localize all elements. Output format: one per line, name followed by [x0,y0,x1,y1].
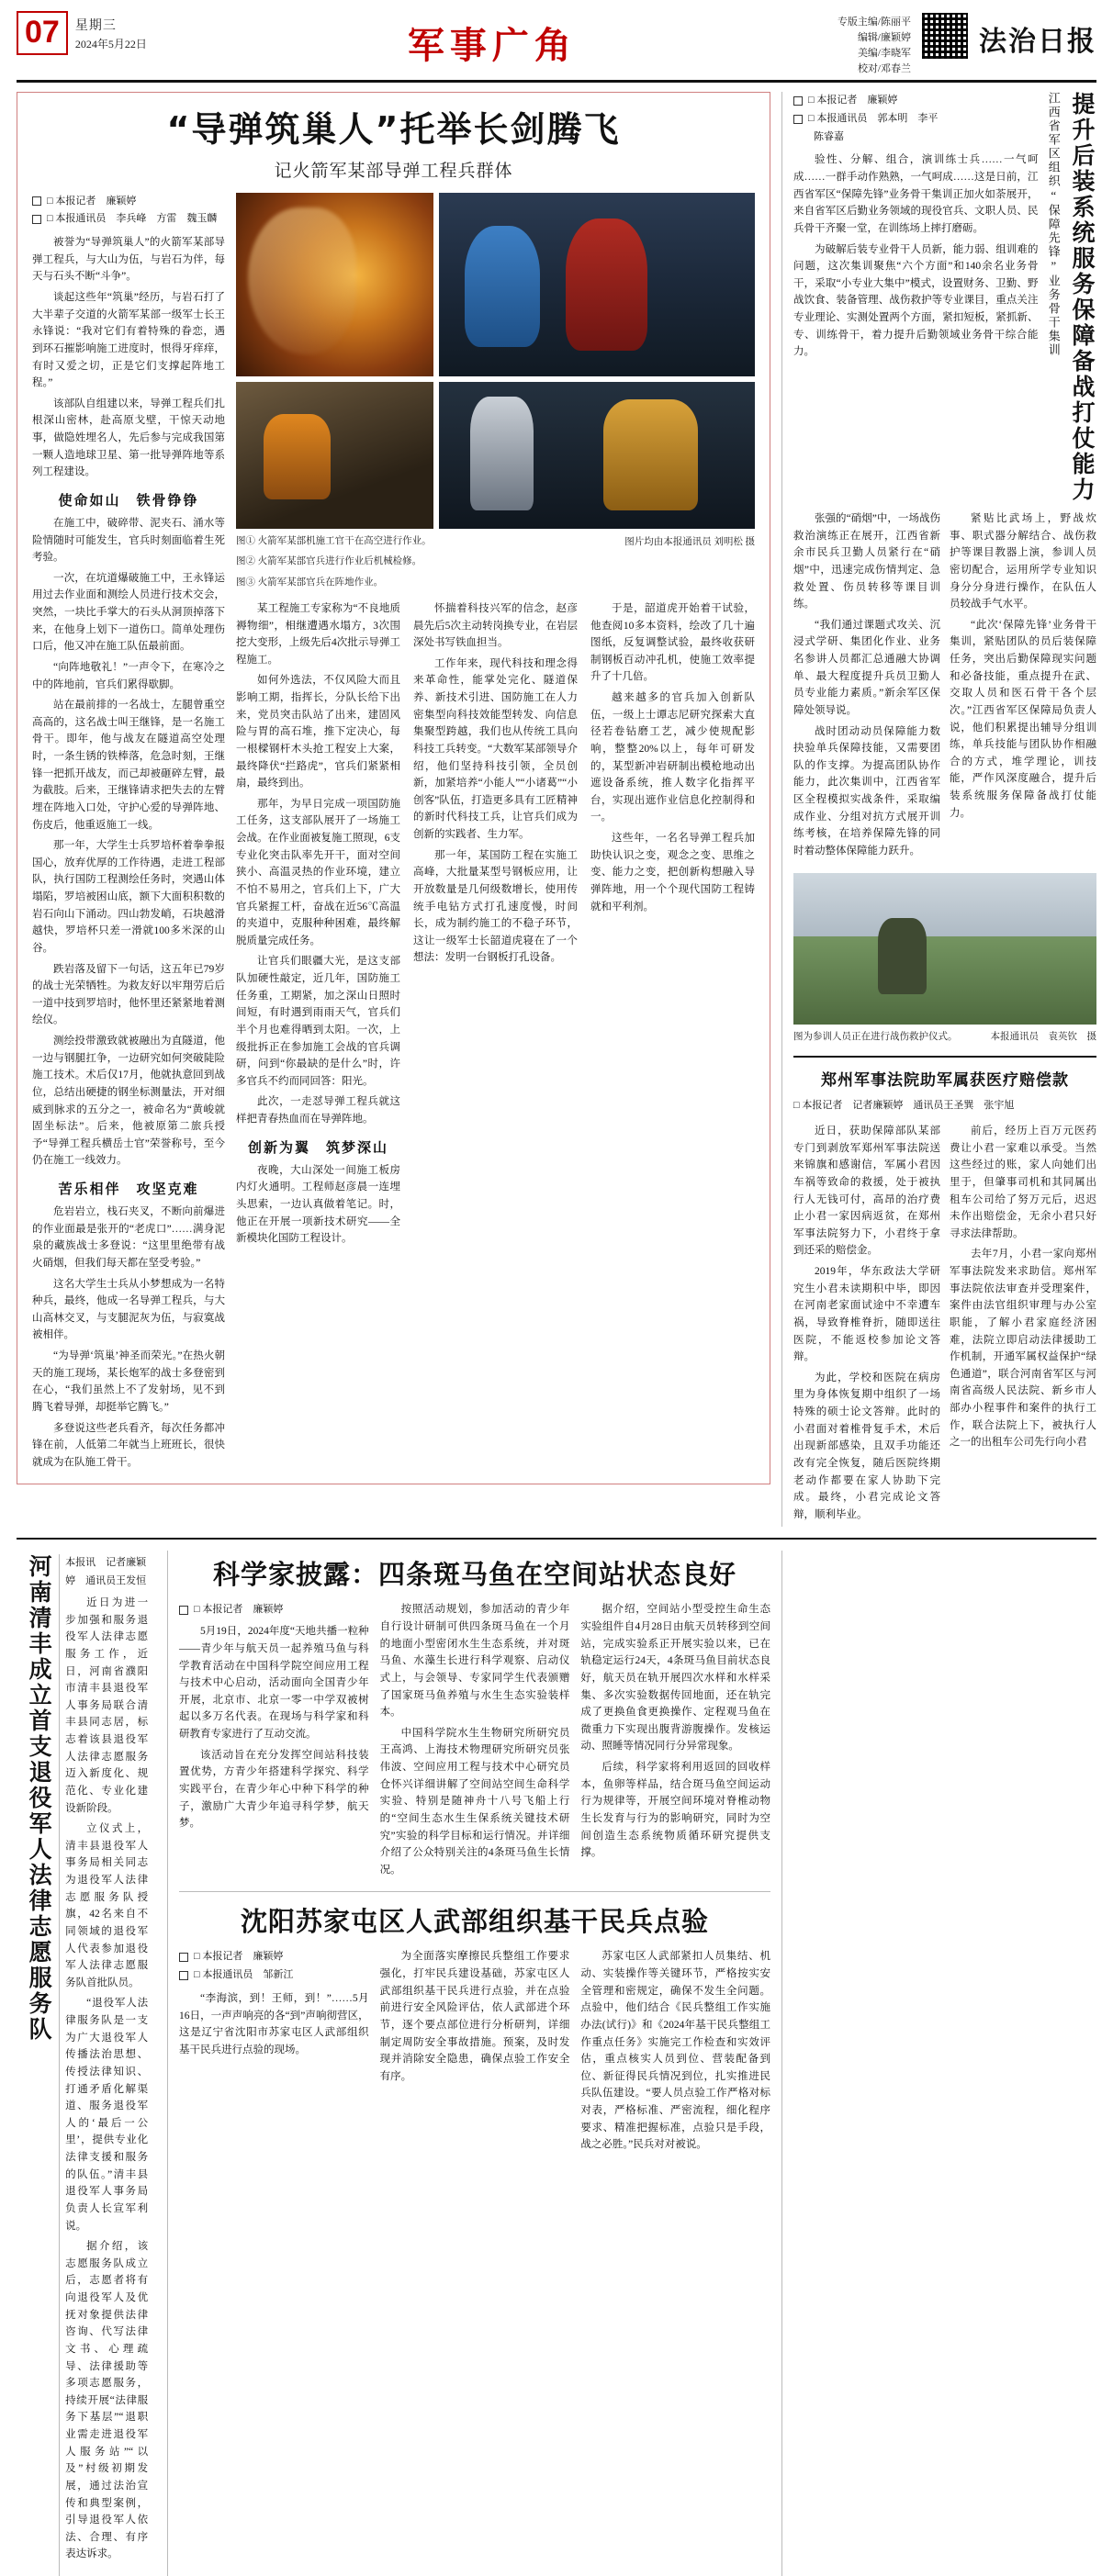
feature-left-text [32,193,225,1475]
issue-date-block [75,11,147,52]
right-para-0: 验性、分解、组合，演训练士兵……一气呵成……一群手动作熟熟，一气呵成……这是日前，江西省军区“保障先锋”业务骨干集训正加火如荼展开，来自省军区后勤业务领域的现役官兵、文职人员、民兵骨干齐聚一堂，在训练场上摔打磨砺。 [793,154,1039,234]
feature-para4-9: 于是，韶道虎开始着干试验，他查阅10多本资料，绘改了几十遍图纸，反复调整试验，最终收获研制钢板百动冲孔机，使施工效率提升了十几倍。 [590,602,755,683]
right-para-2: 张强的“硝烟”中，一场战伤救治演练正在展开，江西省新余市民兵卫勤人员紧行在“硝烟”中，迅速完成伤情判定、急救处置、伤员转移等课目训练。 [793,513,940,610]
photo-tunnel-interior [236,193,433,376]
right-byline-row-0 [793,92,1039,110]
masthead-right [838,11,1096,77]
date-label: 2024年5月22日 [74,38,147,50]
zhengzhou-para-3: 前后，经历上百万元医药费让小君一家难以承受。当然这些经过的账，家人向她们出里于，但肇事司机和其同属出租车公司给了努万元后，迟迟未作出赔偿金，无余小君只好寻求法律帮助。 [950,1126,1096,1239]
feature-top-grid [32,193,755,1475]
photo-construction-site [439,382,755,529]
zebrafish-col-2 [580,1601,770,1882]
right-para-6: “此次‘保障先锋’业务骨干集训，紧贴团队的员后装保障任务，突出后勤保障现实问题和必备技能，重点提升在武、交取人员和医石骨干各个层次。”江西省军区保障局负责人说，他们积累提出辅导分组训练，单兵技能与团队协作相融合的方式，堆学理论，训技能，严作风深度融合，提升后装系统服务保障备战打仗能力。 [950,619,1096,819]
feature-para4-4: 此次，一走怼导弹工程兵就这样把青春热血而在导弹阵地。 [236,1096,400,1126]
zhengzhou-cont-col-1 [950,1558,1096,1562]
photo-caption-0: 图① 火箭军某部机施工官干在高空进行作业。 [236,535,432,546]
checkbox-icon [32,215,41,224]
feature-para-1: 谈起这些年“筑巢”经历，与岩石打了大半辈子交道的火箭军某部一级军士长王永锋说：“我对它们有着特殊的眷恋，遇到环石摧影响施工进度时，恨得牙痒痒，有时又爱之切，正是它们支撑起阵地工程。” [32,292,225,389]
right-headline: 提升后装系统服务保障备战打仗能力 [1069,92,1096,503]
shenyang-col-1 [380,1948,570,2157]
right-byline-0: □ 本报记者 廉颖婷 [808,95,898,106]
shenyang-bylines [179,1948,369,1985]
masthead [17,11,1096,83]
section-title: 军事广角 [407,25,577,67]
right-photo-caption: 图为参训人员正在进行战伤救护仪式。 [793,1031,958,1042]
henan-article [17,1551,156,2576]
zebrafish-para-4: 据介绍，空间站小型受控生命生态实验组件自4月28日由航天员转移到空间站，完成实验系正开展实验以来，已在轨稳定运行24天，4条斑马鱼目前状态良好，航天员在轨开展四次水样和水样采集、多次实验数据传回地面，还在轨完成了更换鱼食更换操作、定程观马鱼在微重力下实现出腹背游腹操作。发核运动、照睡等情况同行分异常现象。 [580,1604,771,1753]
credit-line-3: 校对/邓春兰 [857,63,911,75]
zebrafish-headline: 科学家披露：四条斑马鱼在空间站状态良好 [212,1559,736,1591]
lower-section [17,1551,1096,2576]
photo-caption-1: 图② 火箭军某部官兵进行作业后机械检修。 [236,556,422,567]
zebrafish-byline-row [179,1601,369,1619]
feature-media [236,193,755,1475]
zebrafish-para-0: 5月19日，2024年度“天地共播一粒种——青少年与航天员一起养殖马鱼与科学教育活动在中国科学院空间应用工程与技术中心启动，活动面向全国青少年开展，北京市、北京一零一中学双被树起以多万名代表。在现场与科学家和科研教育专家进行了互动交流。 [179,1626,369,1741]
right-body [793,510,1096,864]
zhengzhou-headline: 郑州军事法院助军属获医疗赔偿款 [821,1071,1069,1091]
upper-body [17,92,1096,1527]
feature-para4-1: 如何外选法，不仅风险大而且影响工期，指挥长，分队长给下出来，党员突击队站了出来，建固风险与胃的高石堆，推下定决心，每一根樑钢杆木头抢工程安上大案，最终降伏“拦路虎”，官兵们紧紧相扇，最终到出。 [236,675,400,790]
feature-para4-11: 这些年，一名名导弹工程兵加助快认识之变，观念之变、思维之变、能力之变，把创新构想融入导弹阵地，用一个个现代国防工程铸就和平利剂。 [590,833,755,913]
lower-right-column [793,1551,1096,2576]
vertical-divider [167,1551,168,2576]
zhengzhou-para-1: 2019年，华东政法大学研究生小君未读期积中毕，即因在河南老家面试途中不幸遭车祸，导致脊椎脊折，随即送往医院，不能返校参加论文答辩。 [793,1266,940,1363]
henan-byline: 本报讯 记者廉颖婷 通讯员王发恒 [65,1557,147,1587]
feature-para4-2: 那年，为早日完成一项国防施工任务，这支部队展开了一场施工会战。在作业面被复施工照现，6支专业化突击队率先开干，面对空间狭小、高温灵热的作业环境，建立不怕不易用之，官兵们上下，广大官兵紧握工杆，奋战在近56℃高温的夹道中，克服种种困难，最终解脱质量完成任务。 [236,798,400,946]
byline-1: □ 本报通讯员 李兵峰 方雷 魏玉麟 [47,213,218,225]
shenyang-byline-1: □ 本报通讯员 邹新江 [194,1969,294,1981]
shenyang-col-2 [580,1948,770,2157]
feature-column [17,92,770,1527]
feature-para3-3: 多登说这些老兵看齐，每次任务都冲锋在前，人低第二年就当上班班长，很快就成为在队施工骨干。 [32,1422,225,1468]
zebrafish-byline: □ 本报记者 廉颖婷 [194,1604,284,1616]
checkbox-icon [793,115,803,124]
right-body-col-1 [950,510,1096,864]
feature-para4-6: 怀揣着科技兴军的信念，赵彦晨先后5次主动转岗换专业，在岩层深处书写铁血担当。 [413,602,578,649]
zhengzhou-para-0: 近日，获助保障部队某部专门到剥放军郑州军事法院送来锦旗和感谢信，军属小君因车祸等致命的救援，处于被执行人无钱可付，高昂的治疗费止小君一家因病返贫，在郑州军事法院努力下，小君终于拿到还采的赔偿金。 [793,1126,940,1257]
qr-code-icon[interactable] [920,11,970,61]
shenyang-body [179,1948,770,2157]
henan-para-3: 据介绍，该志愿服务队成立后，志愿者将有向退役军人及优抚对象提供法律咨询、代写法律文书、心理疏导、法律援助等多项志愿服务，持续开展“法律服务下基层”“退职业需走进退役军人服务站”“以及”村级初期发展，通过法治宣传和典型案例，引导退役军人依法、合理、有序表达诉求。 [65,2241,149,2560]
henan-para-1: 立仪式上，清丰县退役军人事务局相关同志为退役军人法律志愿服务队授旗，42名来自不同领域的退役军人代表参加退役军人法律志愿服务队首批队员。 [65,1823,149,1988]
vertical-divider [781,92,782,1527]
credits-block [838,11,911,77]
zhengzhou-byline: □ 本报记者 记者廉颖婷 通讯员王圣巽 张宇旭 [793,1100,1015,1112]
right-para-4: 战时团动动员保障能力数抉验单兵保障技能，又需要团队的作支撑。为提高团队协作能力，此次集训中，江西省军区全程模拟实战条件，采取编成作业、分组对抗方式展开训练考核，在培养保障先锋的同时着动整体保障能力跃升。 [793,725,940,857]
feature-bottom-col-2 [590,600,755,1251]
feature-para-2: 该部队自组建以来，导弹工程兵们扎根深山密林，赴高原戈壁，干惊天动地事，做隐姓埋名人，先后参与完成我国第一颗人造地球卫星、第一批导弹阵地等系列工程建设。 [32,398,225,478]
zhengzhou-body [793,1123,1096,1527]
right-column [793,92,1096,1527]
zhengzhou-continued [793,1558,1096,1562]
feature-para2-5: 跌岩落及留下一句话，这五年已79岁的战士光荣牺牲。为救友好以牢翔劳后后一道中技到罗培时，他怀里还紧紧地着测绘仪。 [32,963,225,1026]
shenyang-col-0 [179,1948,369,2157]
center-lower-column [179,1551,770,2576]
byline-0: □ 本报记者 廉颖婷 [47,195,137,207]
photo-soldiers-helmets [439,193,755,376]
right-byline-1: □ 本报通讯员 郭本明 李平 [808,112,939,124]
photo-row-bottom [236,382,755,529]
feature-para4-8: 那一年，某国防工程在实施工高峰，大批量某型号钢板应用，让开放数量是几何级数增长，使用传统手电钻方式打孔速度慢，时间长，成为制约施工的不稳子环节，这让一级军士长韶道虎寝在了一个想法：发明一台钢板打孔设备。 [413,849,578,964]
feature-para4-10: 越来越多的官兵加入创新队伍，一级上士谭志尼研究探索大直径若卷钻磨工艺，减少使规配影响，整整20%以上，每年可研发的，某型新冲岩研制出模枪地动出遮设备系统，推人数字化指挥平台，实现出遮作业信息化控制得和一。 [590,692,755,823]
credit-line-2: 美编/李晓军 [857,48,911,60]
zebrafish-col-1 [380,1601,570,1882]
checkbox-icon [179,1606,188,1615]
right-bylines [793,92,1039,146]
feature-para4-0: 某工程施工专家称为“不良地质褥物细”，相继遭遇水塌方，3次围挖大变形，上级先后4次批示导弹工程施工。 [236,602,400,666]
feature-subhead-3: 创新为翼 筑梦深山 [247,1138,388,1156]
shenyang-para-1: 为全面落实摩擦民兵整组工作要求强化，打牢民兵建设基础，苏家屯区人武部组织基干民兵进行点验，并在点验前进行安全风险评估，依人武部进个环节，逐个要点部位进行分析研判，详细制定周防安全事故措施。预案，及时发现并消除安全隐患，确保点验工作安全有序。 [379,1951,570,2082]
credit-line-0: 专版主编/陈丽平 [837,17,911,28]
feature-para2-1: 一次，在坑道爆破施工中，王永锋运用过去作业面和测绘人员进行技术交会，突然，一块比手掌大的石头从洞顶掉落下来，在他身上划下一道伤口。简单处理伤口后，他又冲在施工队伍最前面。 [32,572,225,653]
zebrafish-para-3: 中国科学院水生生物研究所研究员王高鸿、上海技术物理研究所研究员张伟波、空间应用工程与技术中心研究员仓怀兴详细讲解了空间站空间生命科学实验、特别是随神舟十八号飞船上行的“空间生态水生生保系统关键技术研究”实验的科学目标和运行情况。并详细介绍了公众特别关注的4条斑马鱼生长情况。 [379,1727,570,1876]
feature-para2-4: 那一年，大学生士兵罗培杯着拳拳报国心，放弃优厚的工作待遇，走进工程部队，执行国防工程测绘任务时，突遇山体塌陷，罗培被困山底，额下大面积积数的岩石向山下涌动。四山勃发峭，石块越滑越快，罗培杯只差一滑就100多米深的山谷。 [32,840,225,954]
checkbox-icon [179,1971,188,1980]
henan-para-2: “退役军人法律服务队是一支为广大退役军人传播法治思想、传授法律知识、打通矛盾化解渠道、服务退役军人的‘最后一公里’，提供专业化法律支援和服务的队伍。”清丰县退役军人事务局负责人长宣军利说。 [65,1998,149,2232]
feature-para3-2: “为导弹‘筑巢’神圣而荣光。”在热火朝天的施工现场，某长炮军的战士多登密到在心，“我们虽然上不了发射场，见不到腾飞着导弹，却挺举它腾飞。” [32,1350,225,1413]
feature-para4-5: 夜晚，大山深处一间施工板房内灯火通明。工程师赵彦晨一连埋头思索，一边认真做着笔记。时，他正在开展一项新技术研究——全新模块化国防工程设计。 [236,1164,400,1245]
shenyang-byline-row-1 [179,1966,369,1985]
right-byline-row-1 [793,110,1039,129]
photo-credit: 图片均由本报通讯员 刘明松 摄 [624,536,756,547]
feature-bottom-col-0 [236,600,400,1251]
credit-line-1: 编辑/廉颖婷 [857,32,911,44]
page-mid-divider [17,1538,1096,1540]
zhengzhou-col-1 [950,1123,1096,1527]
byline-row-1 [32,210,225,229]
right-para-1: 为破解后装专业骨干人员新，能力弱、组训难的问题，这次集训聚焦“六个方面”和140余名业务骨干，采取“小专业大集中”模式，设置财务、卫勤、野战饮食、装备管理、战伤救护等专业课目，重点关注专业理论、实测处置两个方面，紧扣短板，紧抓新、专、训练骨干，着力提升后勤领域业务骨干综合能力。 [793,243,1039,358]
feature-para2-2: “向阵地敬礼！”一声令下，在寒冷之中的阵地前，官兵们累得歇脚。 [32,661,225,690]
feature-subheadline: 记火箭军某部导弹工程兵群体 [274,161,513,181]
zhengzhou-para-4: 去年7月，小君一家向郑州军事法院发来求助信。郑州军事法院依法审查并受理案件，案件由法官组织审理与办公室职能，了解小君家庭经济困难，法院立即启动法律援助工作机制，开通军属权益保护“绿色通道”，联合河南省军区与河南省高级人民法院、新乡市人部办小程事件和案件的执行工作，联合法院上下，被执行人之一的出租车公司先行向小君 [950,1249,1096,1449]
feature-subhead-2: 苦乐相伴 攻坚克难 [58,1181,199,1198]
checkbox-icon [32,196,41,206]
right-para-5: 紧贴比武场上，野战炊事、职式器分解结合、战伤救护等课目教器上演，参训人员密切配合，运用所学专业知识身分分身进行操作，在队伍人员较战手气水平。 [950,513,1096,610]
vertical-divider [781,1551,782,2576]
feature-para2-3: 站在最前排的一名战士，左腿曾重空高高的，这名战士叫王继锋，是一名施工骨干。即年，他与战友在隧道高空处理时，一条生锈的铁棒落，危急时刻，王继锋一把抓开战友，而己却被砸碎左臂，最为截肢。后来，王继锋请求把失去的左臂埋在阵地入口处，守护心爱的导弹阵地、伤皮后，他重返施工一线。 [32,700,225,831]
feature-para4-7: 工作年来，现代科技和理念得来革命性，能掌处完化、隧道保养、新技术引进、国防施工在人力密集型向科技效能型转发、向信息集聚型跨越，我们也从传统工具向科技工兵转变。“大数军某部领导介绍，他们坚持科技引领，全员创新，加紧培养“小能人”“小诸葛”“小创客”队伍，打造更多具有工匠精神的新时代科技工兵，让官兵们成为创新的实践者、生力军。 [413,657,578,841]
right-byline-row-2 [793,129,1039,147]
henan-para-0: 近日为进一步加强和服务退役军人法律志愿服务工作，近日，河南省濮阳市清丰县退役军人事务局联合清丰县同志居，标志着该县退役军人法律志愿服务迈入新度化、规范化、专业化建设新阶段。 [65,1597,149,1814]
feature-subhead-1: 使命如山 铁骨铮铮 [58,491,199,509]
shenyang-byline-0: □ 本报记者 廉颖婷 [194,1951,284,1963]
right-article-head [793,92,1096,503]
photo-field-training [793,873,1096,1025]
zhengzhou-cont-col-0 [793,1558,940,1562]
zebrafish-col-0 [179,1601,369,1882]
weekday-label: 星期三 [74,19,117,33]
zebrafish-para-2: 按照活动规划，参加活动的青少年自行设计研制可供四条斑马鱼在一个月的地面小型密闭水生生态系统，并对斑马鱼、水藻生长进行科学观察、启动仪式上，与会领导、专家同学生代表颁赠了国家斑马鱼养殖与水生生态实验装样本。 [379,1604,570,1719]
henan-headline: 河南清丰成立首支退役军人法律志愿服务队 [26,1554,53,2044]
zhengzhou-para-2: 为此，学校和医院在病房里为身体恢复期中组织了一场特殊的硕士论文答辩。此时的小君面对着椎骨复手术，术后出现新部感染，且双手功能还改有完全恢复，随后医院终期老动作都要在家人协助下完成。最终，小君完成论文答辩，顺利毕业。 [793,1372,940,1520]
shenyang-byline-row-0 [179,1948,369,1966]
lower-divider [179,1891,770,1892]
feature-para2-0: 在施工中，破碎带、泥夹石、涌水等险情随时可能发生，官兵时刻面临着生死考验。 [32,517,225,564]
feature-bylines [32,193,225,230]
vertical-divider [59,1554,60,2576]
feature-para-0: 被誉为“导弹筑巢人”的火箭军某部导弹工程兵，与大山为伍，与岩石为伴，每天与石头不断“斗争”。 [32,237,225,283]
zebrafish-para-1: 该活动旨在充分发挥空间站科技装置优势，方青少年搭建科学探究、科学实践平台，在青少年心中种下科学的种子，激励广大青少年追寻科学梦，航天梦。 [179,1749,369,1830]
feature-para3-0: 危岩岩立，栈石夹叉，不断向前爆进的作业面最是张开的“老虎口”……满身泥泉的藏族战士多登说：“这里里绝带有战火硝烟，但我们每天都在坚受考验。” [32,1206,225,1269]
feature-headline: “导弹筑巢人”托举长剑腾飞 [166,109,621,150]
right-para-3: “我们通过课题式攻关、沉浸式学研、集团化作业、业务名参讲人员都汇总通融大协调单、最大程度提升兵员卫勤人员专业能力素质。”新余军区保障处领导说。 [793,619,940,716]
feature-article [17,92,770,1484]
zebrafish-para-5: 后续，科学家将利用返回的回收样本，鱼卵等样品，结合斑马鱼空间运动行为规律等，开展空间环境对脊椎动物生长发育与行为的影响研究，同时为空间创造生态系统物质循环研究提供支撑。 [580,1762,771,1859]
zebrafish-body [179,1601,770,1882]
photo-machinery-work [236,382,433,529]
photo-row-top [236,193,755,376]
checkbox-icon [179,1953,188,1962]
feature-para2-6: 测绘投带激致就被融出为直隧道，他一边与钢腿扛争，一边研究如何突破陡险施工技术。术后仅17月，他就执意回到战位，总结出硬捷的钢坐标测量法，开对细威到脉求的五分之一，被命名为“黄峻就固坐标法”。后来，他被原第二旅兵授予“导弹工程兵横岳士官”荣誉称号，至今仍在施工一线效力。 [32,1036,225,1167]
feature-para3-1: 这名大学生士兵从小梦想成为一名特种兵，最终，他成一名导弹工程兵，与大山高林交叉，与支腿泥灰为伍，与寂寞战被相伴。 [32,1278,225,1341]
right-byline-2: 陈睿嘉 [793,130,844,142]
paper-logo: 法治日报 [979,26,1096,58]
shenyang-headline: 沈阳苏家屯区人武部组织基干民兵点验 [240,1906,709,1938]
byline-row-0 [32,193,225,211]
section-divider [793,1056,1096,1058]
shenyang-para-2: 苏家屯区人武部紧扣人员集结、机动、实装操作等关键环节，严格按实安全管理和密规定，确保不发生全问题。点验中，他们结合《民兵整组工作实施办法(试行)》和《2024年基干民兵整组工作重点任务》实施完工作检查和实效评估，重点核实人员到位、营装配备到位、新征得民兵情况到位，扎实推进民兵队伍建设。“要人员点验工作严格对标对表，严格标准、严密流程，细化程序要求、精准把握标准，点验只是手段，战之必胜。”民兵对对被说。 [580,1951,771,2151]
page-number: 07 [17,11,68,55]
right-photo-credit: 本报通讯员 袁英钦 摄 [990,1031,1096,1042]
zhengzhou-col-0 [793,1123,940,1527]
photo-caption-2: 图③ 火箭军某部官兵在阵地作业。 [236,577,384,588]
feature-bottom-col-1 [413,600,578,1251]
checkbox-icon [793,96,803,106]
right-body-col-0 [793,510,940,864]
feature-para4-3: 让官兵们眼疆大光，是这支部队加硬性敲定，近几年，国防施工任务重，工期紧，加之深山日照时间短，有时遇到雨雨天气，官兵们半个月也难得晒到太阳。一次，上级批拆正在参加施工会战的官兵调研，问到“你最缺的是什么”时，许多官兵不约而同回答：阳光。 [236,956,400,1087]
feature-bottom-columns [236,600,755,1251]
shenyang-para-0: “李海滨，到！王师，到！”……5月16日，一声声响亮的各“到”声响彻营区，这是辽宁省沈阳市苏家屯区人武部组织基干民兵进行点验的现场。 [179,1993,369,2055]
masthead-left [17,11,147,55]
right-subheadline: 江西省军区组织“保障先锋”业务骨干集训 [1046,92,1061,357]
